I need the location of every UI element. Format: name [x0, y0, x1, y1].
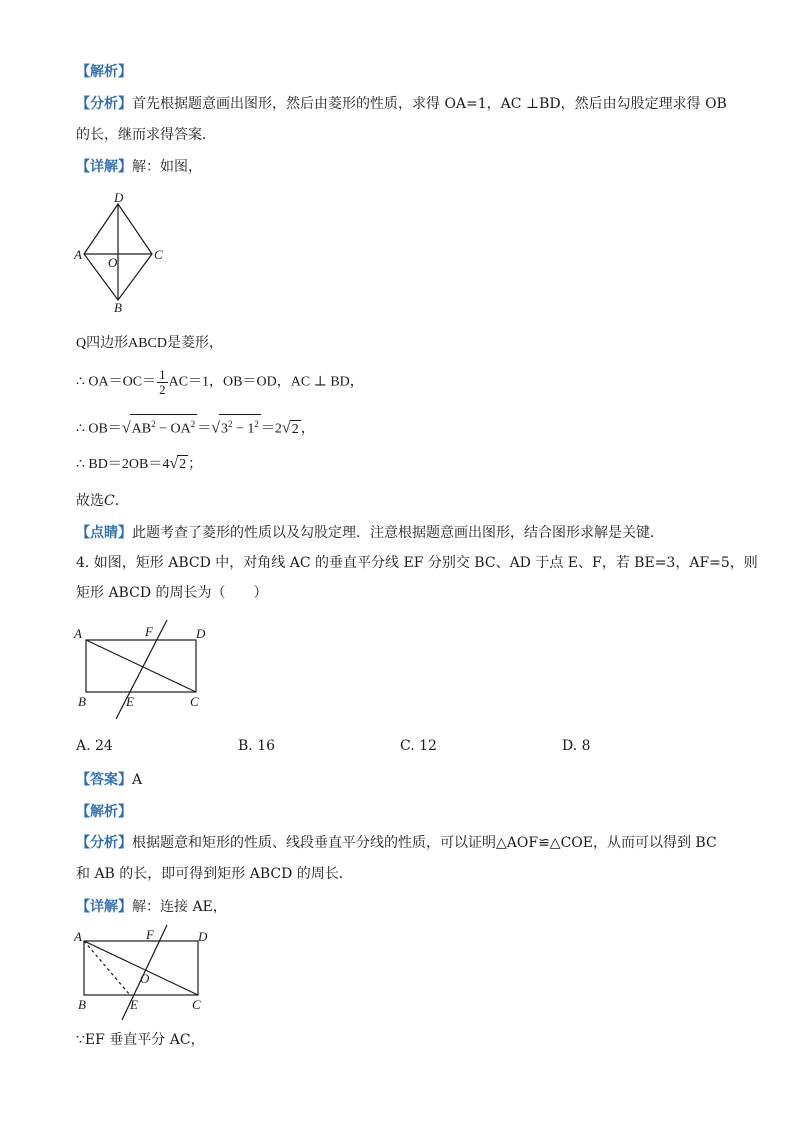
option-a[interactable]: A. 24 — [76, 738, 113, 754]
rhombus-label-b: B — [114, 300, 122, 315]
step-last: ∵EF 垂直平分 AC， — [76, 1032, 205, 1048]
detail-paragraph: 【详解】解：如图， — [76, 159, 202, 175]
rhombus-label-c: C — [154, 247, 163, 262]
option-b[interactable]: B. 16 — [238, 738, 276, 754]
step-rhombus-given: Q四边形ABCD是菱形， — [76, 336, 224, 351]
rect2-label-a: A — [74, 929, 82, 944]
rect1-label-c: C — [190, 694, 199, 709]
rhombus-label-d: D — [114, 190, 124, 205]
sqrt-2: 2 — [291, 421, 299, 437]
question-4: 4. 如图，矩形 ABCD 中，对角线 AC 的垂直平分线 EF 分别交 BC、AD 于点 E、F，若 BE=3，AF=5，则 — [76, 555, 758, 571]
rectangle-figure-2 — [72, 925, 222, 1025]
option-c[interactable]: C. 12 — [400, 738, 437, 754]
rectangle-figure — [72, 620, 222, 725]
rect2-label-d: D — [198, 929, 208, 944]
answer-line: 【答案】A — [76, 772, 143, 788]
sqrt-3-1: $3^2 - 1^2$ — [219, 414, 261, 439]
rhombus-figure — [70, 190, 180, 315]
rect1-label-a: A — [74, 626, 82, 641]
analysis-header-2: 【解析】 — [76, 804, 132, 820]
rect1-label-e: E — [126, 694, 134, 709]
step-oa-oc: ∴ OA＝OC＝ $\frac{1}{2}$ AC＝1，OB＝OD，AC ⊥ BD， — [76, 367, 364, 397]
choose-line: 故选C． — [76, 493, 129, 509]
sqrt-ab-oa: $AB^2 - OA^2$ — [130, 414, 198, 439]
rhombus-label-a: A — [74, 247, 82, 262]
rect1-label-f: F — [145, 624, 153, 639]
question-4-cont: 矩形 ABCD 的周长为（ ） — [76, 585, 268, 601]
rect1-label-b: B — [78, 694, 86, 709]
sqrt-2-b: 2 — [179, 457, 187, 472]
detail-paragraph-2: 【详解】解：连接 AE， — [76, 899, 227, 915]
analysis-paragraph: 【分析】首先根据题意画出图形，然后由菱形的性质，求得 OA=1，AC ⊥BD，然后由勾股定理求得 OB — [76, 96, 727, 112]
analysis-paragraph-cont: 的长，继而求得答案． — [76, 127, 216, 143]
comment-paragraph: 【点睛】此题考查了菱形的性质以及勾股定理．注意根据题意画出图形，结合图形求解是关键． — [76, 525, 664, 541]
rhombus-label-o: O — [108, 255, 118, 270]
step-ob: ∴ $OB=√AB^2 - OA^2 =√3^2 - 1^2 =2√2$ ， — [76, 414, 315, 440]
fraction-half: $\frac{1}{2}$ — [159, 367, 166, 397]
option-d[interactable]: D. 8 — [562, 738, 591, 754]
analysis-paragraph-2-cont: 和 AB 的长，即可得到矩形 ABCD 的周长． — [76, 866, 353, 882]
step-bd: ∴ BD＝2OB＝4√2 ； — [76, 455, 203, 472]
rect1-label-d: D — [196, 626, 206, 641]
rect2-label-f: F — [146, 927, 154, 942]
rect2-label-b: B — [78, 997, 86, 1012]
analysis-header: 【解析】 — [76, 64, 132, 80]
rect2-label-c: C — [192, 997, 201, 1012]
rect2-label-o: O — [140, 971, 150, 986]
rect2-label-e: E — [130, 997, 138, 1012]
analysis-paragraph-2: 【分析】根据题意和矩形的性质、线段垂直平分线的性质，可以证明△AOF≌△COE，从而可以得到 BC — [76, 835, 717, 851]
